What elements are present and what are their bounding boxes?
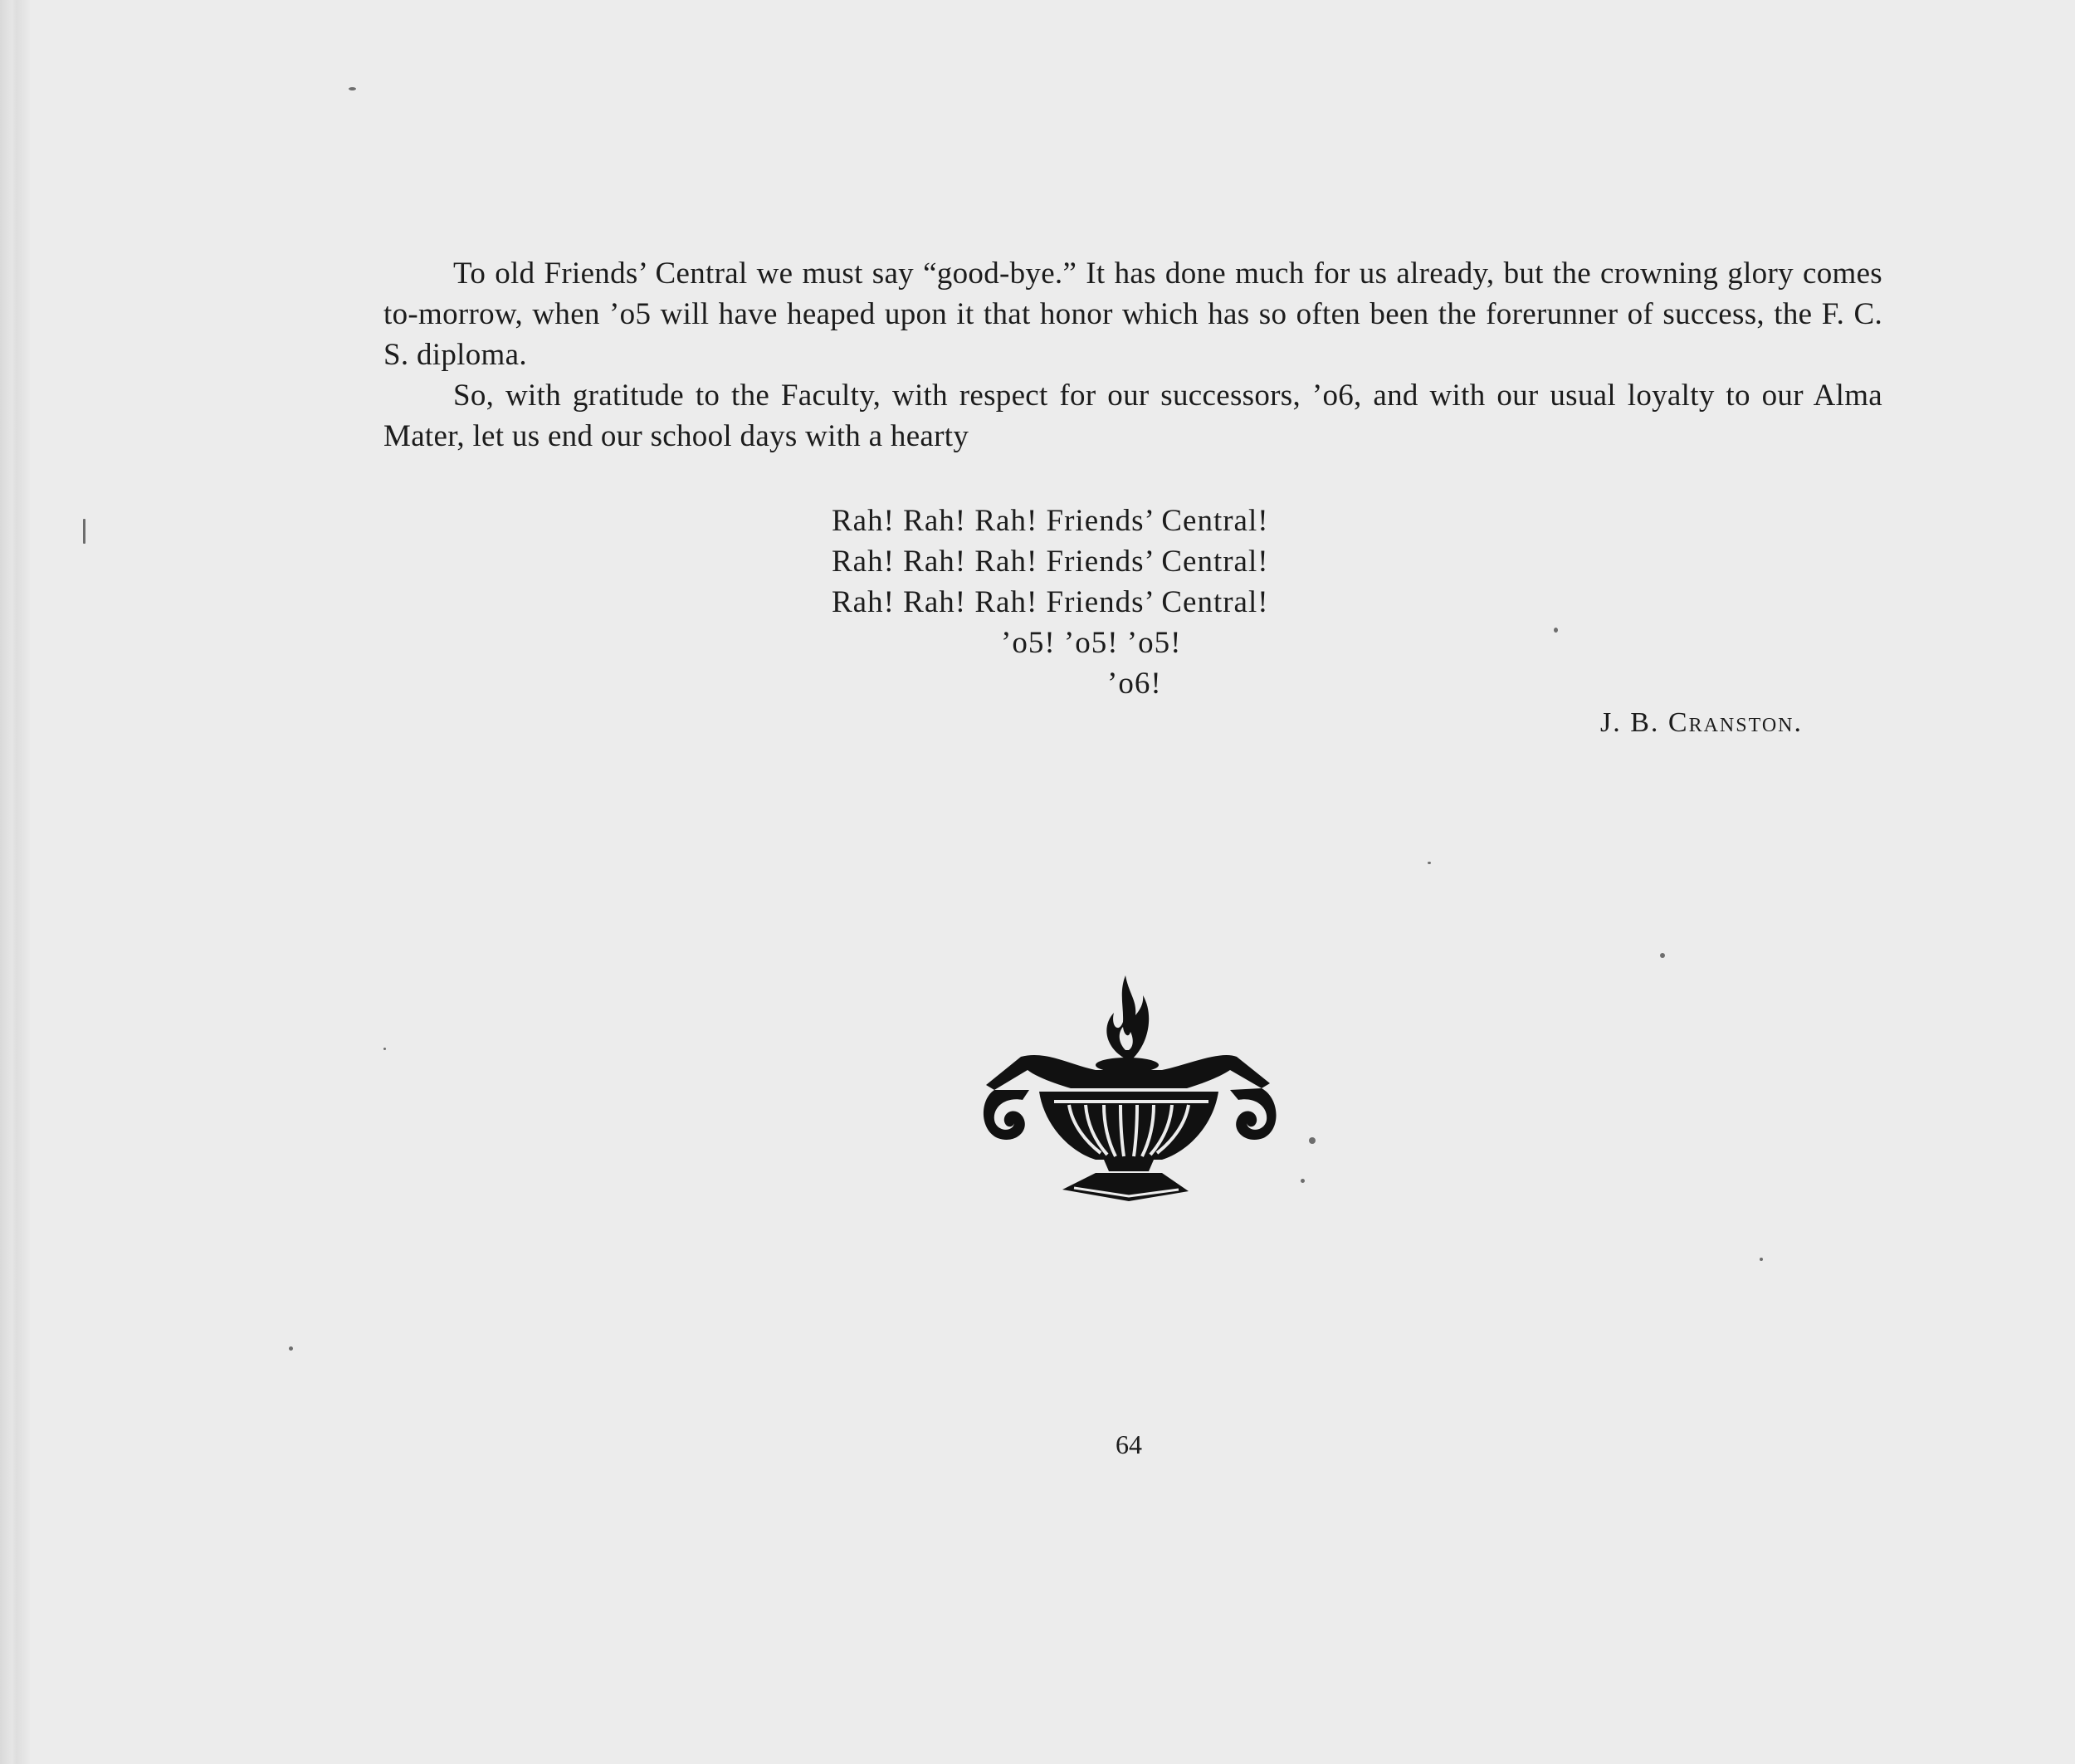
paragraph: To old Friends’ Central we must say “good-bye.” It has done much for us already, but the crowning glory comes to-morrow, when ’o5 will have heaped upon it that honor which has so often been the forerunner of success, the F. C. S. diploma. <box>383 257 1882 372</box>
scan-speck <box>289 1346 293 1351</box>
scan-speck <box>1428 862 1431 864</box>
cheer-line: Rah! Rah! Rah! Friends’ Central! <box>832 504 1269 538</box>
lamp-of-learning-icon <box>971 967 1286 1208</box>
scan-speck <box>83 519 85 544</box>
scan-speck <box>1309 1137 1316 1144</box>
scan-speck <box>383 1048 386 1050</box>
page-number: 64 <box>1116 1429 1142 1459</box>
author-signature: J. B. Cranston. <box>1600 707 1803 738</box>
paragraph: So, with gratitude to the Faculty, with respect for our successors, ’o6, and with our usual loyalty to our Alma Mater, let us end our school days with a hearty <box>383 379 1882 453</box>
scan-speck <box>1554 628 1558 633</box>
scan-speck <box>1660 953 1665 958</box>
scan-speck <box>1301 1179 1305 1183</box>
cheer-line: Rah! Rah! Rah! Friends’ Central! <box>832 585 1269 619</box>
scan-speck <box>1760 1258 1763 1261</box>
scan-speck <box>349 87 356 90</box>
cheer-line: ’o6! <box>1107 667 1162 701</box>
cheer-line: ’o5! ’o5! ’o5! <box>1001 626 1182 660</box>
page-edge <box>0 0 30 1764</box>
school-cheer <box>747 501 1444 704</box>
cheer-line: Rah! Rah! Rah! Friends’ Central! <box>832 545 1269 579</box>
body-text <box>383 253 1882 457</box>
